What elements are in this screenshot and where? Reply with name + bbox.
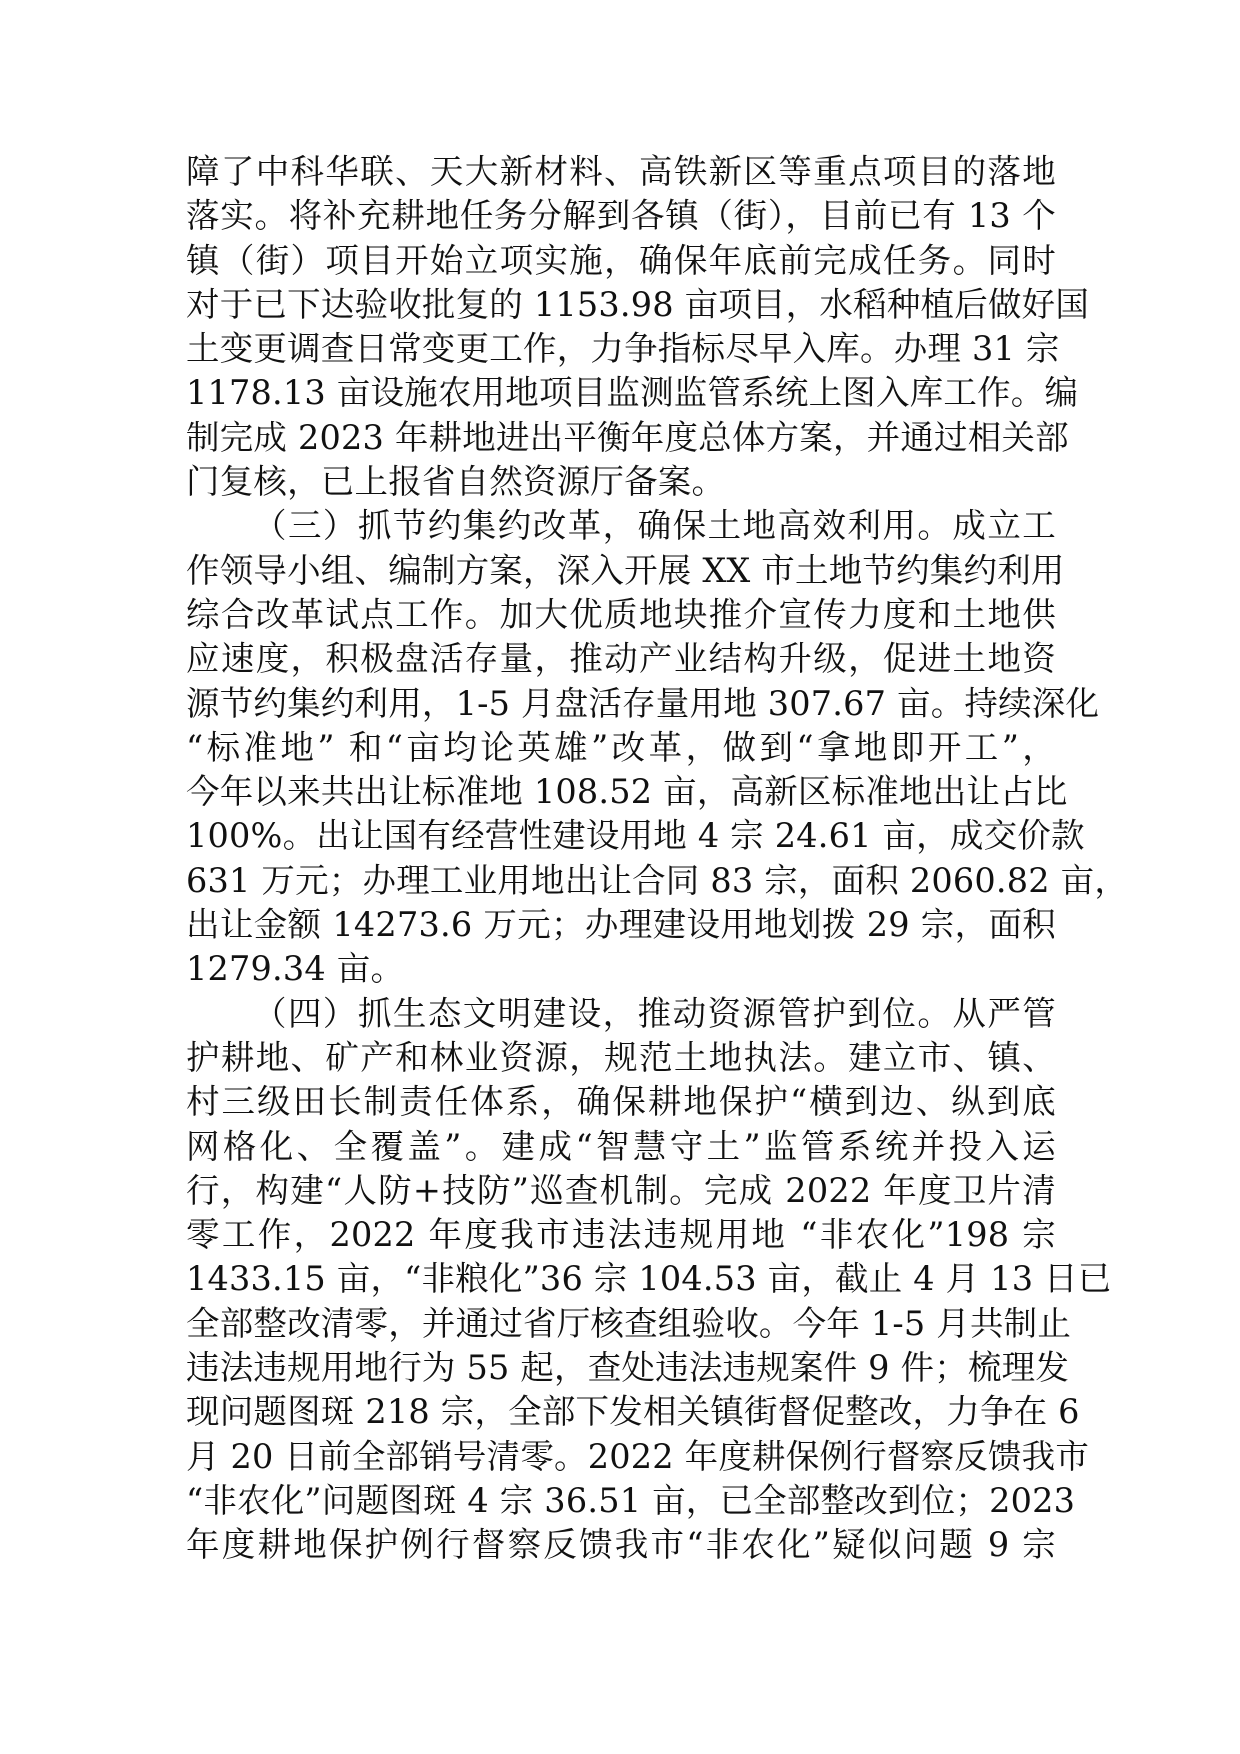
text-line: 网格化、全覆盖”。建成“智慧守土”监管系统并投入运 [186,1126,1056,1166]
text-line: 1279.34 亩。 [186,949,405,989]
section-heading-line: （四）抓生态文明建设，推动资源管护到位。从严管 [253,993,1056,1033]
text-line: 1178.13 亩设施农用地项目监测监管系统上图入库工作。编 [186,373,1079,413]
text-line: 全部整改清零，并通过省厅核查组验收。今年 1-5 月共制止 [186,1303,1072,1343]
text-line: 作领导小组、编制方案，深入开展 XX 市土地节约集约利用 [186,550,1065,590]
text-line: 违法违规用地行为 55 起，查处违法违规案件 9 件；梳理发 [186,1348,1070,1388]
text-line: “标准地” 和“亩均论英雄”改革，做到“拿地即开工”， [186,727,1056,767]
text-line: 现问题图斑 218 宗，全部下发相关镇街督促整改，力争在 6 [186,1392,1080,1432]
text-line: 出让金额 14273.6 万元；办理建设用地划拨 29 宗，面积 [186,905,1056,945]
text-line: “非农化”问题图斑 4 宗 36.51 亩，已全部整改到位；2023 [186,1480,1076,1520]
section-heading-line: （三）抓节约集约改革，确保土地高效利用。成立工 [253,506,1056,546]
document-body [186,150,1129,1568]
text-line: 631 万元；办理工业用地出让合同 83 宗，面积 2060.82 亩， [186,860,1129,900]
text-line: 土变更调查日常变更工作，力争指标尽早入库。办理 31 宗 [186,329,1060,369]
text-line: 护耕地、矿产和林业资源，规范土地执法。建立市、镇、 [186,1037,1056,1077]
text-line: 今年以来共出让标准地 108.52 亩，高新区标准地出让占比 [186,772,1068,812]
text-line: 门复核，已上报省自然资源厅备案。 [186,462,726,502]
text-line: 综合改革试点工作。加大优质地块推介宣传力度和土地供 [186,594,1056,634]
text-line: 障了中科华联、天大新材料、高铁新区等重点项目的落地 [186,152,1056,191]
text-line: 100%。出让国有经营性建设用地 4 宗 24.61 亩，成交价款 [186,816,1085,856]
text-line: 镇（街）项目开始立项实施，确保年底前完成任务。同时 [186,240,1056,280]
text-line: 月 20 日前全部销号清零。2022 年度耕保例行督察反馈我市 [186,1436,1090,1476]
text-line: 1433.15 亩，“非粮化”36 宗 104.53 亩，截止 4 月 13 日已 [186,1259,1112,1299]
text-line: 年度耕地保护例行督察反馈我市“非农化”疑似问题 9 宗 [186,1525,1056,1565]
text-line: 落实。将补充耕地任务分解到各镇（街），目前已有 13 个 [186,196,1056,236]
text-line: 应速度，积极盘活存量，推动产业结构升级，促进土地资 [186,639,1056,679]
text-line: 制完成 2023 年耕地进出平衡年度总体方案，并通过相关部 [186,417,1069,457]
text-line: 行，构建“人防+技防”巡查机制。完成 2022 年度卫片清 [186,1170,1056,1210]
text-line: 零工作，2022 年度我市违法违规用地 “非农化”198 宗 [186,1215,1056,1255]
text-line: 源节约集约利用，1-5 月盘活存量用地 307.67 亩。持续深化 [186,683,1100,723]
text-line: 对于已下达验收批复的 1153.98 亩项目，水稻种植后做好国 [186,284,1090,324]
text-line: 村三级田长制责任体系，确保耕地保护“横到边、纵到底 [186,1082,1056,1122]
